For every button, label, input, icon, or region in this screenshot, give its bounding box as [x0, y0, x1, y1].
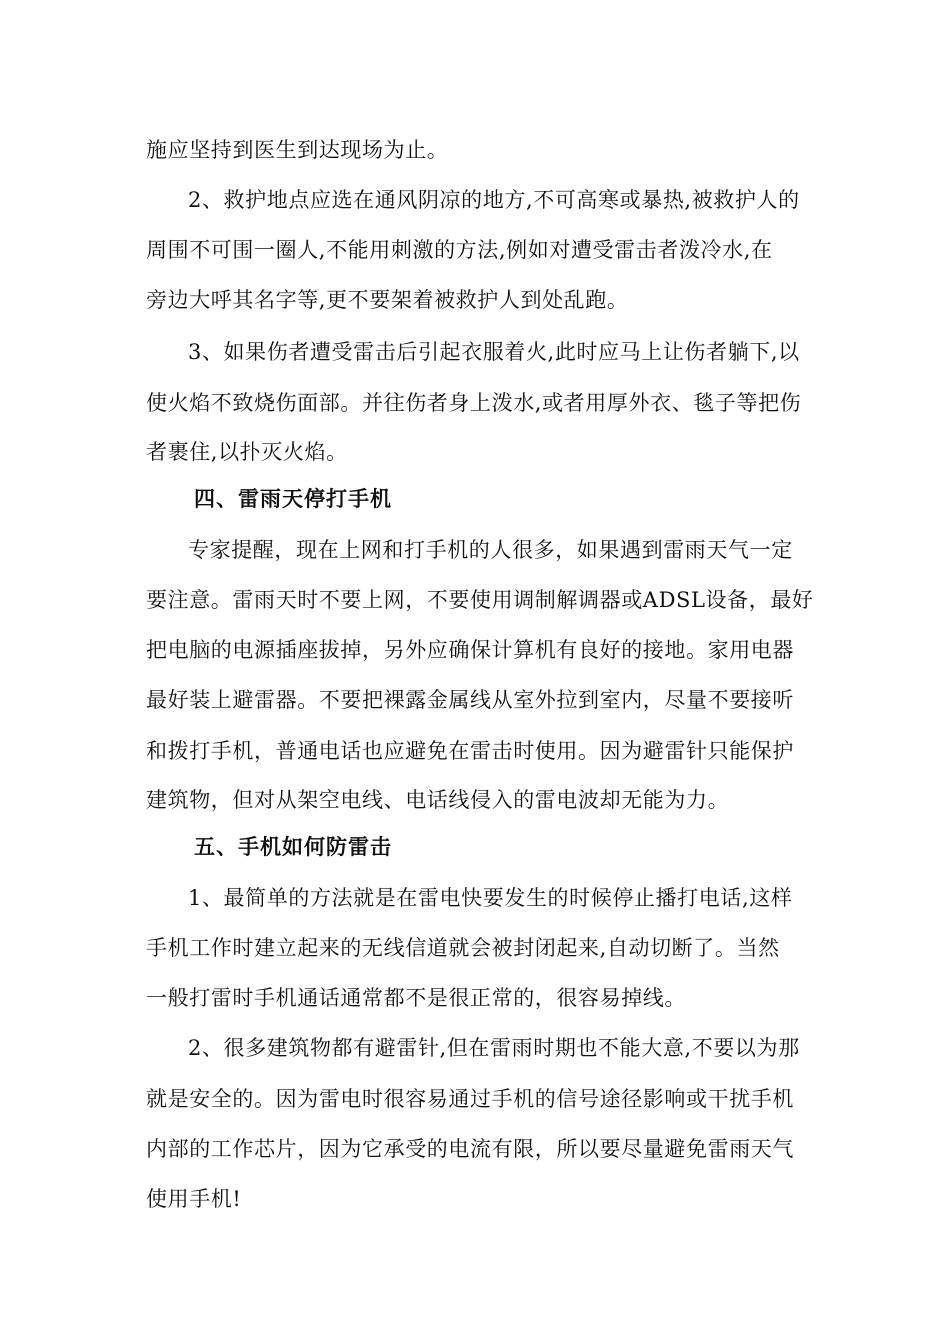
- paragraph-line: 内部的工作芯片，因为它承受的电流有限，所以要尽量避免雷雨天气: [146, 1137, 794, 1161]
- paragraph-line: 施应坚持到医生到达现场为止。: [146, 138, 449, 162]
- paragraph-line: 要注意。雷雨天时不要上网，不要使用调制解调器或ADSL设备，最好: [146, 588, 814, 612]
- paragraph-line: 手机工作时建立起来的无线信道就会被封闭起来,自动切断了。当然: [146, 936, 780, 960]
- paragraph-line: 建筑物，但对从架空电线、电话线侵入的雷电波却无能为力。: [146, 788, 730, 812]
- paragraph-line: 者裹住,以扑灭火焰。: [146, 440, 348, 464]
- paragraph-line: 2、很多建筑物都有避雷针,但在雷雨时期也不能大意,不要以为那: [188, 1036, 800, 1060]
- paragraph-line: 旁边大呼其名字等,更不要架着被救护人到处乱跑。: [146, 288, 629, 312]
- paragraph-line: 1、最简单的方法就是在雷电快要发生的时候停止播打电话,这样: [188, 886, 793, 910]
- paragraph-line: 使用手机!: [146, 1187, 242, 1211]
- section-heading: 五、手机如何防雷击: [194, 835, 392, 859]
- paragraph-line: 就是安全的。因为雷电时很容易通过手机的信号途径影响或干扰手机: [146, 1087, 794, 1111]
- paragraph-line: 最好装上避雷器。不要把裸露金属线从室外拉到室内，尽量不要接听: [146, 688, 794, 712]
- paragraph-line: 使火焰不致烧伤面部。并往伤者身上泼水,或者用厚外衣、毯子等把伤: [146, 391, 802, 415]
- paragraph-line: 和拨打手机，普通电话也应避免在雷击时使用。因为避雷针只能保护: [146, 739, 794, 763]
- paragraph-line: 周围不可围一圈人,不能用刺激的方法,例如对遭受雷击者泼冷水,在: [146, 238, 773, 262]
- paragraph-line: 2、救护地点应选在通风阴凉的地方,不可高寒或暴热,被救护人的: [188, 188, 800, 212]
- paragraph-line: 专家提醒，现在上网和打手机的人很多，如果遇到雷雨天气一定: [188, 538, 793, 562]
- paragraph-line: 一般打雷时手机通话通常都不是很正常的，很容易掉线。: [146, 986, 686, 1010]
- paragraph-line: 把电脑的电源插座拔掉，另外应确保计算机有良好的接地。家用电器: [146, 638, 794, 662]
- paragraph-line: 3、如果伤者遭受雷击后引起衣服着火,此时应马上让伤者躺下,以: [188, 340, 800, 364]
- section-heading: 四、雷雨天停打手机: [194, 487, 392, 511]
